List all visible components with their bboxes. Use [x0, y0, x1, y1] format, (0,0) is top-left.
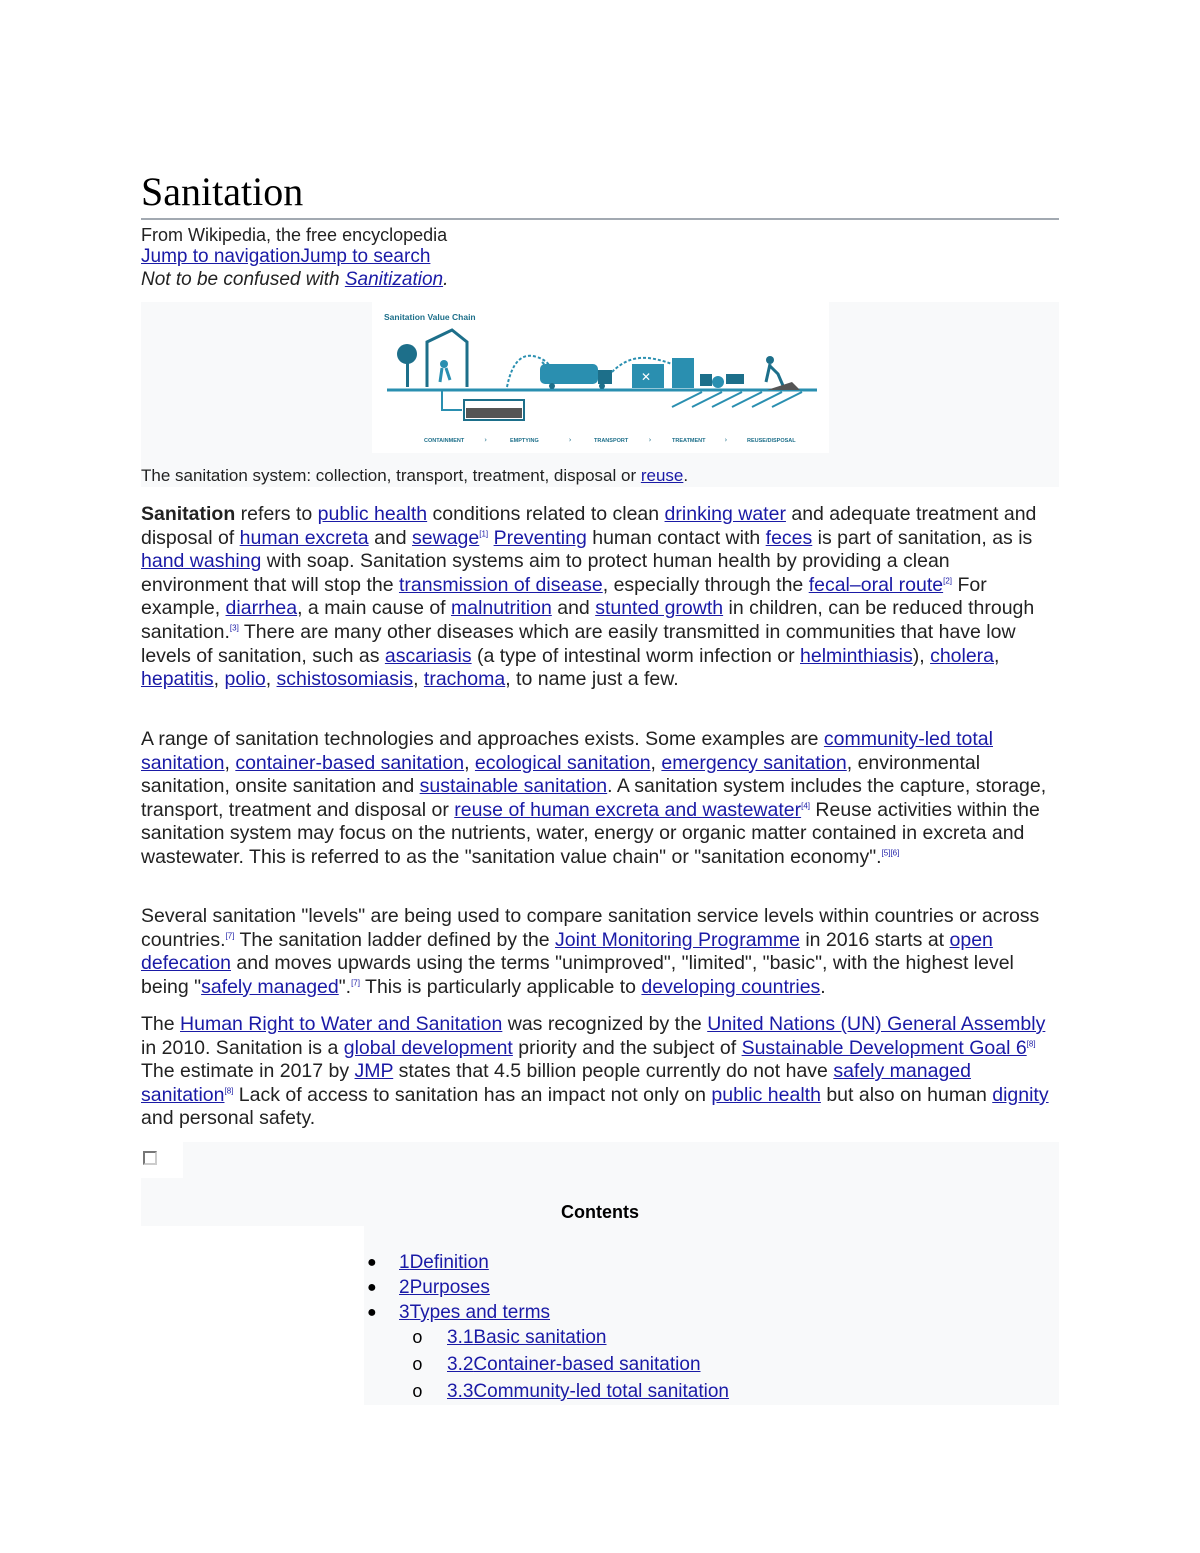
link-malnutrition[interactable]: malnutrition — [451, 597, 552, 620]
text: , — [413, 668, 424, 691]
link-sdg6[interactable]: Sustainable Development Goal 6 — [741, 1036, 1027, 1059]
text: conditions related to clean — [427, 503, 665, 525]
link-helminthiasis[interactable]: helminthiasis — [800, 644, 913, 667]
text: , — [213, 668, 225, 691]
link-safely-managed[interactable]: safely managed — [201, 975, 339, 998]
link-ascariasis[interactable]: ascariasis — [384, 644, 472, 667]
intro-paragraph-2 — [141, 728, 1059, 870]
tank-icon — [672, 358, 694, 388]
toc-number: 3 — [399, 1302, 410, 1323]
link-sewage[interactable]: sewage — [412, 526, 480, 549]
figure-caption — [141, 465, 688, 487]
toc-number: 3.2 — [447, 1354, 474, 1375]
circle-bullet-icon: o — [412, 1383, 423, 1403]
reference-1[interactable]: [1] — [479, 529, 489, 539]
reference-7b[interactable]: [7] — [351, 978, 360, 988]
toc-item-basic-sanitation[interactable] — [447, 1327, 607, 1349]
text: . — [820, 975, 826, 998]
reference-5-6[interactable]: [5][6] — [881, 848, 900, 858]
diagram-graphic — [372, 302, 829, 453]
sanitation-value-chain-diagram[interactable] — [372, 302, 829, 453]
stage-label: REUSE/DISPOSAL — [747, 438, 796, 444]
reference-4[interactable]: [4] — [801, 801, 811, 811]
shuffle-icon: ✕ — [641, 370, 652, 384]
link-emergency-sanitation[interactable]: emergency sanitation — [661, 751, 847, 774]
text: is part of sanitation, as is — [812, 526, 1033, 549]
text: The estimate in 2017 by — [141, 1060, 355, 1083]
table-of-contents — [141, 1142, 1059, 1405]
caption-end: . — [683, 466, 689, 485]
bullet-icon: ● — [367, 1279, 377, 1296]
page-title: Sanitation — [141, 168, 1059, 220]
link-un-general-assembly[interactable]: United Nations (UN) General Assembly — [707, 1013, 1046, 1035]
text: and adequate treatment and disposal of — [141, 503, 1037, 549]
farmer-body — [766, 364, 784, 388]
text: human contact with — [586, 526, 766, 549]
toc-number: 3.3 — [447, 1381, 474, 1402]
pipe-icon — [442, 390, 462, 410]
toc-margin — [141, 1226, 364, 1405]
chevron-right-icon: › — [568, 436, 572, 444]
text: , a main cause of — [297, 597, 452, 620]
tree-icon — [397, 344, 417, 364]
link-preventing[interactable]: Preventing — [493, 526, 587, 549]
text: , — [265, 668, 277, 691]
jump-to-search-link[interactable]: Jump to search — [300, 246, 431, 267]
reference-2[interactable]: [2] — [943, 576, 953, 586]
link-public-health[interactable]: public health — [317, 503, 428, 525]
bullet-icon: ● — [367, 1254, 377, 1271]
stage-labels — [424, 436, 796, 444]
thumbnail-figure — [141, 302, 1059, 487]
hatnote-end: . — [443, 269, 449, 290]
text: For example, — [141, 573, 987, 620]
link-ecological-sanitation[interactable]: ecological sanitation — [474, 751, 651, 774]
link-joint-monitoring-programme[interactable]: Joint Monitoring Programme — [554, 928, 800, 951]
toc-text: Types and terms — [409, 1302, 551, 1323]
toc-item-definition[interactable] — [399, 1252, 489, 1274]
text: , — [994, 644, 1000, 667]
link-polio[interactable]: polio — [224, 668, 266, 691]
latrine-icon — [427, 330, 467, 387]
trailer-icon — [726, 374, 744, 384]
text: Reuse activities within the sanitation system may focus on the nutrients, water, energy or organic matter contained in excreta and wastewater. This is referred to as the "sanitation value chain" or "sanitation economy". — [141, 798, 1040, 868]
link-open-defecation[interactable]: open defecation — [141, 928, 993, 975]
text: . A sanitation system includes the capture, storage, transport, treatment and disposal or — [141, 775, 1047, 821]
link-drinking-water[interactable]: drinking water — [664, 503, 786, 525]
link-trachoma[interactable]: trachoma — [423, 668, 506, 691]
text: , — [650, 751, 662, 774]
intro-paragraph-4 — [141, 1013, 1059, 1131]
link-hepatitis[interactable]: hepatitis — [141, 668, 214, 691]
toc-number: 1 — [399, 1252, 410, 1273]
bold-term: Sanitation — [141, 503, 236, 525]
text: and moves upwards using the terms "unimproved", "limited", "basic", with the highest level being " — [141, 952, 1014, 998]
person-body — [440, 368, 450, 382]
text: A range of sanitation technologies and approaches exists. Some examples are — [141, 728, 824, 750]
link-human-right-to-water[interactable]: Human Right to Water and Sanitation — [180, 1013, 503, 1035]
intro-paragraph-1 — [141, 503, 1059, 692]
toc-toggle-area — [141, 1142, 183, 1178]
toc-item-purposes[interactable] — [399, 1277, 490, 1299]
link-schistosomiasis[interactable]: schistosomiasis — [276, 668, 414, 691]
text: and — [368, 526, 413, 549]
stage-label: TREATMENT — [672, 438, 706, 444]
text: with soap. Sanitation systems aim to protect human health by providing a clean environment that will stop the — [141, 550, 950, 596]
toc-item-container-based-sanitation[interactable] — [447, 1354, 701, 1376]
toc-text: Basic sanitation — [473, 1327, 607, 1348]
text: Lack of access to sanitation has an impact not only on — [233, 1083, 712, 1106]
toc-toggle-checkbox[interactable] — [143, 1151, 157, 1165]
truck-cab — [598, 370, 612, 384]
text: but also on human — [820, 1083, 993, 1106]
link-safely-managed-sanitation[interactable]: safely managed sanitation — [141, 1060, 971, 1106]
reference-7[interactable]: [7] — [225, 931, 235, 941]
link-cholera[interactable]: cholera — [930, 644, 995, 667]
stage-label: CONTAINMENT — [424, 438, 465, 444]
vacuum-truck-icon — [540, 364, 598, 384]
text: priority and the subject of — [512, 1036, 742, 1059]
link-stunted-growth[interactable]: stunted growth — [595, 597, 724, 620]
link-public-health-2[interactable]: public health — [711, 1083, 821, 1106]
link-jmp[interactable]: JMP — [354, 1060, 394, 1083]
diagram-title: Sanitation Value Chain — [384, 312, 476, 322]
hatnote — [141, 269, 448, 291]
toc-text: Community-led total sanitation — [473, 1381, 729, 1402]
chevron-right-icon: › — [648, 436, 652, 444]
text: There are many other diseases which are easily transmitted in communities that have low levels of sanitation, such as — [141, 620, 1016, 667]
text: This is particularly applicable to — [359, 975, 642, 998]
reference-8b[interactable]: [8] — [224, 1086, 234, 1096]
text: The sanitation ladder defined by the — [234, 928, 555, 951]
toc-text: Definition — [409, 1252, 489, 1273]
link-container-based-sanitation[interactable]: container-based sanitation — [235, 751, 465, 774]
hatnote-text: Not to be confused with — [141, 269, 345, 290]
link-global-development[interactable]: global development — [343, 1036, 513, 1059]
link-diarrhea[interactable]: diarrhea — [225, 597, 298, 620]
truck-wheel-2 — [599, 383, 605, 389]
chevron-right-icon: › — [724, 436, 728, 444]
jump-to-navigation-link[interactable]: Jump to navigation — [141, 246, 301, 267]
text: , especially through the — [602, 573, 809, 596]
text: , to name just a few. — [505, 668, 679, 691]
text: Several sanitation "levels" are being used to compare sanitation service levels within countries or across countries. — [141, 905, 1040, 951]
reference-3[interactable]: [3] — [229, 623, 239, 633]
toc-number: 2 — [399, 1277, 410, 1298]
text: in 2016 starts at — [799, 928, 950, 951]
tractor-wheel — [712, 376, 724, 388]
farmer-icon — [766, 356, 774, 364]
caption-link-reuse[interactable]: reuse — [640, 466, 684, 485]
text: , — [464, 751, 475, 774]
text: , environmental sanitation, onsite sanitation and — [141, 751, 981, 798]
link-transmission-of-disease[interactable]: transmission of disease — [398, 573, 603, 596]
text: was recognized by the — [502, 1013, 708, 1035]
link-sustainable-sanitation[interactable]: sustainable sanitation — [419, 775, 608, 798]
text: (a type of intestinal worm infection or — [471, 644, 800, 667]
tractor-icon — [700, 374, 712, 386]
text: ), — [912, 644, 931, 667]
text: in 2010. Sanitation is a — [141, 1036, 344, 1059]
toc-text: Purposes — [409, 1277, 490, 1298]
link-human-excreta[interactable]: human excreta — [239, 526, 369, 549]
text: The — [141, 1013, 181, 1035]
toc-item-types-and-terms[interactable] — [399, 1302, 550, 1324]
link-community-led-total-sanitation[interactable]: community-led total sanitation — [141, 728, 993, 774]
text: states that 4.5 billion people currently do not have — [393, 1060, 834, 1083]
reference-8[interactable]: [8] — [1026, 1039, 1036, 1049]
link-hand-washing[interactable]: hand washing — [141, 550, 262, 573]
text: in children, can be reduced through sanitation. — [141, 597, 1035, 643]
circle-bullet-icon: o — [412, 1356, 423, 1376]
text: , — [224, 751, 236, 774]
toc-item-community-led-total-sanitation[interactable] — [447, 1381, 729, 1403]
stage-label: TRANSPORT — [594, 438, 629, 444]
link-fecal-oral-route[interactable]: fecal–oral route — [808, 573, 944, 596]
text: and — [551, 597, 596, 620]
link-developing-countries[interactable]: developing countries — [641, 975, 821, 998]
link-reuse-of-excreta[interactable]: reuse of human excreta and wastewater — [454, 798, 802, 821]
text: refers to — [235, 503, 318, 525]
link-dignity[interactable]: dignity — [992, 1083, 1049, 1106]
intro-paragraph-3 — [141, 905, 1059, 999]
truck-wheel-1 — [549, 383, 555, 389]
person-icon — [440, 360, 448, 368]
toc-text: Container-based sanitation — [473, 1354, 701, 1375]
link-feces[interactable]: feces — [765, 526, 813, 549]
caption-text: The sanitation system: collection, transport, treatment, disposal or — [141, 466, 641, 485]
bullet-icon: ● — [367, 1304, 377, 1321]
text: ". — [338, 975, 352, 998]
circle-bullet-icon: o — [412, 1329, 423, 1349]
stage-label: EMPTYING — [510, 438, 539, 444]
site-tagline: From Wikipedia, the free encyclopedia — [141, 225, 448, 245]
hatnote-link-sanitization[interactable]: Sanitization — [344, 269, 444, 290]
toc-number: 3.1 — [447, 1327, 474, 1348]
jump-links — [141, 246, 430, 268]
toc-title: Contents — [561, 1202, 639, 1222]
sludge-icon — [466, 408, 522, 418]
chevron-right-icon: › — [484, 436, 488, 444]
text: and personal safety. — [141, 1107, 316, 1130]
